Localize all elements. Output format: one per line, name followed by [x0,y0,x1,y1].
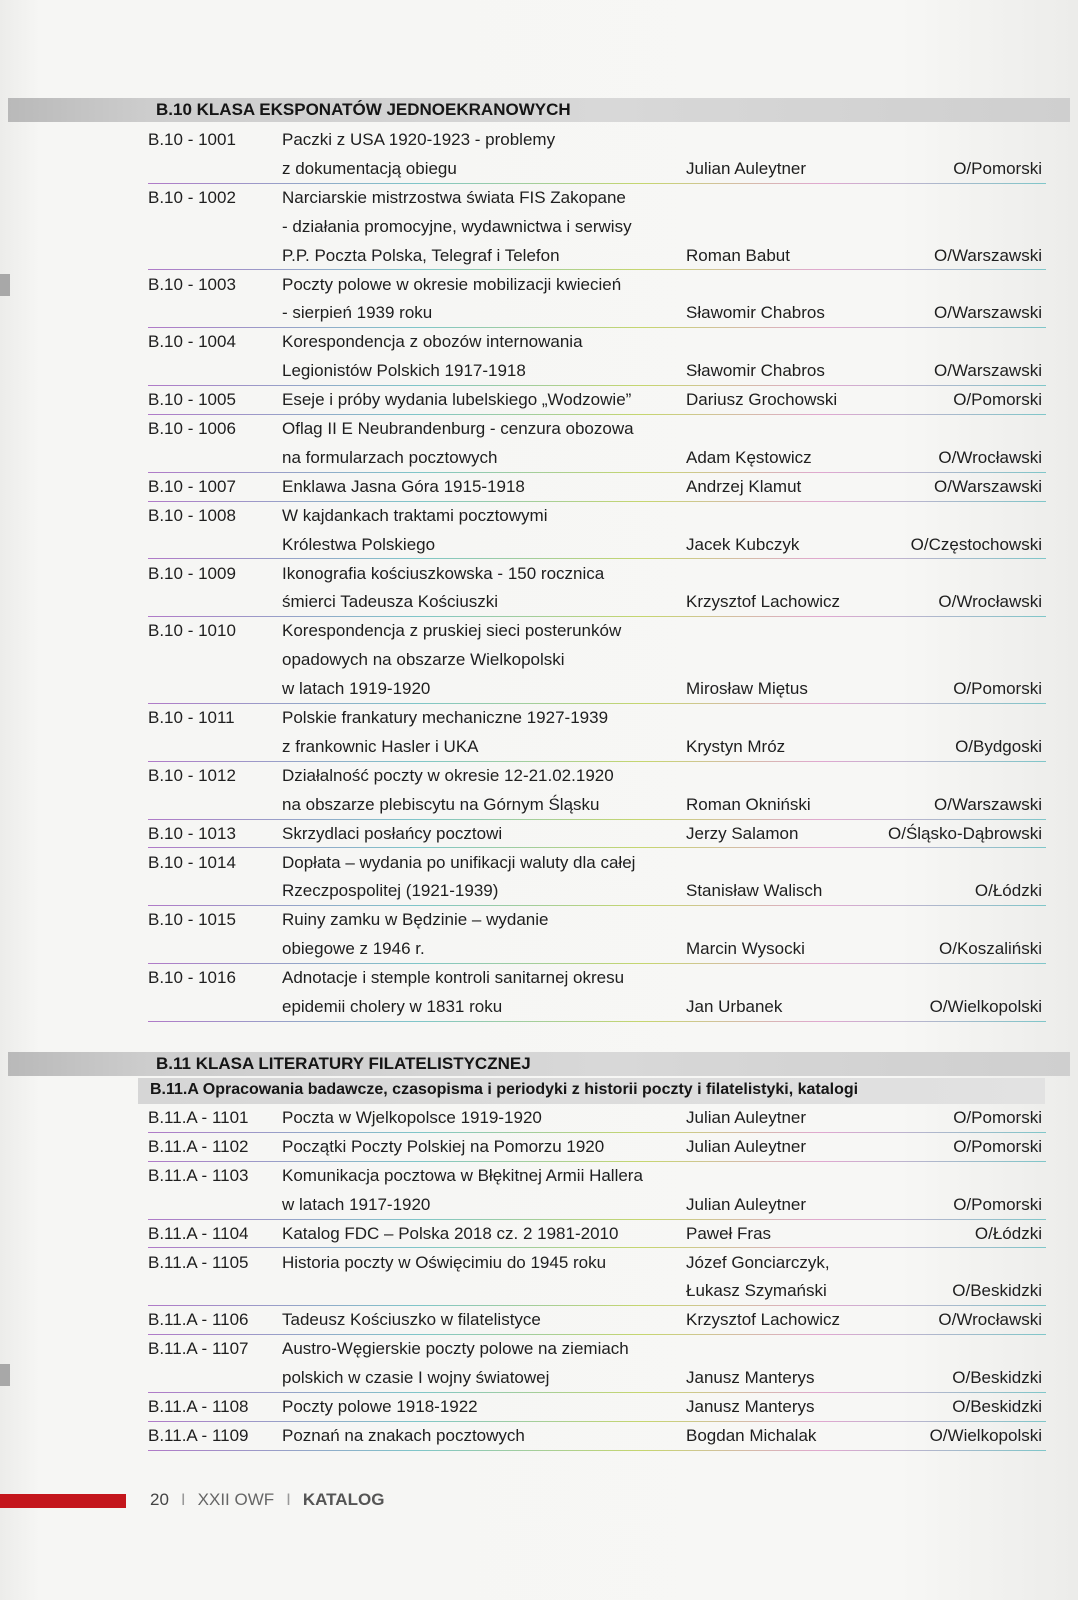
entry-branch: O/Warszawski [934,245,1042,265]
entry-branch: O/Pomorski [953,390,1042,410]
entry-title-line: Poczty polowe 1918-1922 [282,1397,478,1416]
entry-title-line: na obszarze plebiscytu na Górnym Śląsku [282,794,600,814]
entry-branch: O/Wrocławski [938,592,1042,612]
entry-title-line: Ikonografia kościuszkowska - 150 rocznica [282,563,605,583]
entry-branch: O/Beskidzki [952,1397,1042,1416]
entry-id: B.11.A - 1109 [148,1425,249,1445]
entry-id: B.10 - 1013 [148,823,236,843]
entry-id: B.10 - 1015 [148,910,236,930]
entry-branch: O/Beskidzki [952,1368,1042,1388]
row-divider [148,1450,1046,1451]
entry-title-line: Katalog FDC – Polska 2018 cz. 2 1981-2010 [282,1223,619,1243]
entry-branch: O/Łódzki [974,1223,1042,1243]
entry-title-line: Eseje i próby wydania lubelskiego „Wodzowie” [282,390,632,410]
catalog-entry [148,473,1046,502]
left-edge-mark [0,274,10,296]
catalog-entry [148,328,1046,386]
catalog-entry [148,849,1046,907]
entry-title-line: Poczty polowe w okresie mobilizacji kwiecień [282,274,622,294]
entry-author: Dariusz Grochowski [686,390,838,410]
catalog-entry [148,1104,1046,1133]
entry-title-line: Paczki z USA 1920-1923 - problemy [282,130,556,149]
entry-author: Marcin Wysocki [686,939,805,959]
entry-author: Janusz Manterys [686,1368,815,1388]
entry-id: B.10 - 1007 [148,476,236,496]
entry-title-line: - działania promocyjne, wydawnictwa i serwisy [282,216,632,236]
entry-title-line: Komunikacja pocztowa w Błękitnej Armii Hallera [282,1165,643,1185]
catalog-entry [148,1220,1046,1249]
entry-title-line: Tadeusz Kościuszko w filatelistyce [282,1310,541,1330]
catalog-entry [148,617,1046,704]
entry-title-line: W kajdankach traktami pocztowymi [282,505,548,525]
entry-author: Jacek Kubczyk [686,534,800,554]
entry-id: B.10 - 1016 [148,968,236,988]
section-title: B.10 KLASA EKSPONATÓW JEDNOEKRANOWYCH [156,100,571,119]
entry-title-line: Adnotacje i stemple kontroli sanitarnej okresu [282,968,625,988]
entry-id: B.10 - 1010 [148,621,236,641]
entry-author: Krzysztof Lachowicz [686,1310,840,1330]
entry-branch: O/Łódzki [974,881,1042,901]
entry-branch: O/Pomorski [953,1194,1042,1214]
entry-title-line: Narciarskie mistrzostwa świata FIS Zakopane [282,187,626,207]
entry-title-line: Dopłata – wydania po unifikacji waluty dla całej [282,852,636,872]
entry-title-line: Działalność poczty w okresie 12-21.02.1920 [282,765,614,785]
entry-title-line: polskich w czasie I wojny światowej [282,1368,550,1388]
entry-id: B.11.A - 1104 [148,1223,249,1243]
entry-id: B.10 - 1011 [148,708,235,727]
entry-author: Krystyn Mróz [686,736,786,756]
entry-title-line: Historia poczty w Oświęcimiu do 1945 roku [282,1252,607,1272]
entry-author: Julian Auleytner [686,1194,807,1214]
entry-title-line: epidemii cholery w 1831 roku [282,996,503,1016]
catalog-entry [148,906,1046,964]
entry-title-line: obiegowe z 1946 r. [282,939,425,959]
entry-title-line: opadowych na obszarze Wielkopolski [282,650,565,670]
left-edge-mark [0,1364,10,1386]
entry-author: Roman Okniński [686,794,811,814]
catalog-entry [148,271,1046,329]
entry-author: Andrzej Klamut [686,476,802,496]
entry-title-line: Początki Poczty Polskiej na Pomorzu 1920 [282,1136,605,1156]
entry-title-line: Korespondencja z obozów internowania [282,332,583,352]
entry-title-line: Enklawa Jasna Góra 1915-1918 [282,476,525,496]
entry-author: Julian Auleytner [686,158,807,178]
entry-id: B.10 - 1002 [148,187,236,207]
entry-author: Julian Auleytner [686,1108,807,1127]
catalog-entry [148,762,1046,820]
catalog-entry [148,415,1046,473]
catalog-entry [148,1249,1046,1307]
page-number: 20 [150,1490,169,1509]
entry-author: Adam Kęstowicz [686,447,812,467]
entry-title-line: Rzeczpospolitej (1921-1939) [282,881,499,901]
entry-id: B.11.A - 1108 [148,1397,249,1416]
catalog-entry [148,560,1046,618]
catalog-entry [148,1133,1046,1162]
entry-title-line: na formularzach pocztowych [282,447,498,467]
entry-author: Józef Gonciarczyk, [686,1252,830,1272]
entry-title-line: z dokumentacją obiegu [282,158,457,178]
entry-id: B.11.A - 1101 [148,1108,249,1127]
entry-title-line: śmierci Tadeusza Kościuszki [282,592,499,612]
entry-title-line: w latach 1919-1920 [282,679,431,699]
section-title: B.11 KLASA LITERATURY FILATELISTYCZNEJ [156,1054,531,1073]
catalog-entry [148,1422,1046,1451]
entry-branch: O/Wielkopolski [929,996,1042,1016]
footer-divider: I [180,1490,186,1509]
entry-title-line: Poznań na znakach pocztowych [282,1425,525,1445]
catalog-entry [148,964,1046,1022]
catalog-entry [148,704,1046,762]
entry-author: Sławomir Chabros [686,303,825,323]
entry-author: Paweł Fras [686,1223,772,1243]
entry-id: B.10 - 1003 [148,274,236,294]
entry-id: B.11.A - 1103 [148,1165,249,1185]
entry-branch: O/Warszawski [934,794,1042,814]
entry-author: Bogdan Michalak [686,1425,817,1445]
entry-id: B.10 - 1004 [148,332,236,352]
entry-id: B.11.A - 1106 [148,1310,249,1330]
entry-branch: O/Bydgoski [955,736,1042,756]
entry-branch: O/Pomorski [953,158,1042,178]
footer-divider: I [286,1490,291,1509]
entry-author: Mirosław Miętus [686,679,808,699]
catalog-entry [148,184,1046,271]
entry-branch: O/Pomorski [953,679,1042,699]
entry-author: Jan Urbanek [686,996,783,1016]
entry-author: Stanisław Walisch [686,881,823,901]
footer-event: XXII OWF [197,1490,275,1509]
entry-author: Roman Babut [686,245,790,265]
entry-id: B.10 - 1005 [148,390,236,410]
entry-branch: O/Koszaliński [939,939,1042,959]
entry-branch: O/Wrocławski [938,447,1042,467]
catalog-entry [148,1162,1046,1220]
entry-author: Krzysztof Lachowicz [686,592,840,612]
entry-id: B.10 - 1014 [148,852,236,872]
entry-title-line: Poczta w Wjelkopolsce 1919-1920 [282,1108,542,1127]
entry-title-line: Polskie frankatury mechaniczne 1927-1939 [282,708,609,727]
subsection-header-bar [138,1078,1045,1104]
catalog-entry [148,126,1046,184]
entry-id: B.11.A - 1107 [148,1339,249,1359]
entry-id: B.10 - 1009 [148,563,236,583]
catalog-entry [148,1306,1046,1335]
entry-title-line: Królestwa Polskiego [282,534,436,554]
entry-branch: O/Beskidzki [952,1281,1042,1301]
entry-title-line: - sierpień 1939 roku [282,303,433,323]
entry-branch: O/Pomorski [953,1108,1042,1127]
entry-title-line: w latach 1917-1920 [282,1194,431,1214]
entry-title-line: Austro-Węgierskie poczty polowe na ziemiach [282,1339,629,1359]
entry-id: B.11.A - 1105 [148,1252,249,1272]
entry-title-line: Ruiny zamku w Będzinie – wydanie [282,910,549,930]
entry-branch: O/Warszawski [934,303,1042,323]
entry-branch: O/Warszawski [934,476,1042,496]
catalog-entry [148,1393,1046,1422]
entry-branch: O/Warszawski [934,361,1042,381]
entry-branch: O/Wielkopolski [929,1425,1042,1445]
entry-author: Jerzy Salamon [686,823,799,843]
entry-author: Łukasz Szymański [686,1281,827,1301]
entry-author: Sławomir Chabros [686,361,825,381]
entry-author: Janusz Manterys [686,1397,815,1416]
entry-id: B.10 - 1008 [148,505,236,525]
entry-branch: O/Wrocławski [938,1310,1042,1330]
entry-id: B.11.A - 1102 [148,1136,249,1156]
entry-title-line: z frankownic Hasler i UKA [282,736,479,756]
subsection-title: B.11.A Opracowania badawcze, czasopisma i periodyki z historii poczty i filatelistyki, katalogi [150,1081,859,1098]
entry-title-line: Oflag II E Neubrandenburg - cenzura obozowa [282,419,634,438]
row-divider [148,1021,1046,1022]
entry-title-line: Legionistów Polskich 1917-1918 [282,361,526,381]
entry-title-line: P.P. Poczta Polska, Telegraf i Telefon [282,245,560,265]
footer-label: KATALOG [302,1490,385,1509]
entry-title-line: Skrzydlaci posłańcy pocztowi [282,823,503,843]
entry-id: B.10 - 1001 [148,130,236,149]
catalog-entry [148,386,1046,415]
entry-branch: O/Pomorski [953,1136,1042,1156]
section-header-bar [8,98,1070,122]
catalog-entry [148,820,1046,849]
entry-author: Julian Auleytner [686,1136,807,1156]
section-header-bar [8,1052,1070,1076]
catalog-entry [148,1335,1046,1393]
entry-branch: O/Śląsko-Dąbrowski [888,823,1042,843]
catalog-entry [148,502,1046,560]
footer-accent-bar [0,1494,126,1508]
entry-id: B.10 - 1012 [148,765,236,785]
page-footer [150,1490,384,1510]
entry-branch: O/Częstochowski [910,534,1042,554]
entry-id: B.10 - 1006 [148,419,236,438]
entry-title-line: Korespondencja z pruskiej sieci posterunków [282,621,622,641]
